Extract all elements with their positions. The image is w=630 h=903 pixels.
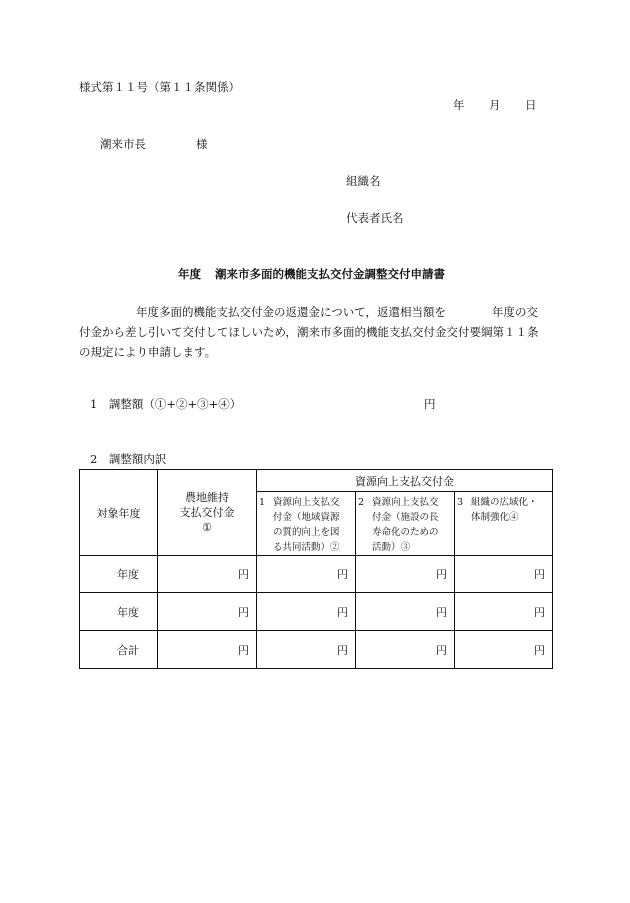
row1-cell: 円 (455, 556, 553, 593)
page-title (178, 268, 445, 282)
organization-label: 組織名 (346, 174, 381, 188)
title-text: 潮来市多面的機能支払交付金調整交付申請書 (215, 267, 445, 281)
section1-unit: 円 (424, 397, 436, 411)
sub1-line3: の質的向上を図 (273, 527, 340, 538)
sub1-line2: 付金（地域資源 (273, 512, 340, 523)
section1-label: 1 調整額（①+②+③+④） (90, 397, 242, 411)
date-line: 年 月 日 (453, 98, 537, 112)
sub2-line2: 付金（施設の長 (372, 512, 439, 523)
row2-label: 年度 (80, 593, 158, 631)
body-line2: 付金から差し引いて交付してほしいため，潮来市多面的機能支払交付金交付要綱第１１条 (79, 325, 539, 339)
header-sub-3 (455, 492, 553, 556)
sub3-num: 3 (457, 497, 464, 508)
addressee-name: 潮来市長 (100, 137, 146, 151)
body-paragraph (79, 302, 551, 362)
row1-cell: 円 (158, 556, 257, 593)
breakdown-table (79, 469, 553, 669)
row2-cell: 円 (455, 593, 553, 631)
header-farmland-line1: 農地維持 (185, 491, 229, 504)
section2-label: 2 調整額内訳 (90, 452, 167, 466)
row2-cell: 円 (356, 593, 455, 631)
sub1-line4: る共同活動）② (273, 542, 340, 553)
total-cell: 円 (158, 631, 257, 669)
row2-cell: 円 (158, 593, 257, 631)
addressee-honorific: 様 (196, 137, 208, 151)
header-farmland-payment (158, 470, 257, 556)
total-cell: 円 (257, 631, 356, 669)
sub2-line1: 資源向上支払交 (372, 497, 439, 508)
sub2-num: 2 (358, 497, 365, 508)
header-resource-group: 資源向上支払交付金 (257, 470, 553, 492)
sub2-line3: 寿命化のための (372, 527, 439, 538)
table-row (80, 593, 553, 631)
header-farmland-line2: 支払交付金 (179, 506, 235, 519)
row1-label: 年度 (80, 556, 158, 593)
representative-label: 代表者氏名 (346, 211, 404, 225)
sub2-line4: 活動）③ (372, 542, 411, 553)
header-farmland-line3: ① (202, 521, 212, 534)
row1-cell: 円 (356, 556, 455, 593)
header-target-year: 対象年度 (80, 470, 158, 556)
table-row (80, 631, 553, 669)
table-row (80, 556, 553, 593)
title-year: 年度 (178, 267, 201, 281)
row1-cell: 円 (257, 556, 356, 593)
body-line3: の規定により申請します。 (79, 345, 217, 359)
header-sub-2 (356, 492, 455, 556)
sub3-line2: 体制強化④ (471, 512, 519, 523)
sub1-num: 1 (259, 497, 266, 508)
sub3-line1: 組織の広域化・ (471, 497, 538, 508)
header-sub-1 (257, 492, 356, 556)
sub1-line1: 資源向上支払交 (273, 497, 340, 508)
body-line1-b: 年度の交 (492, 305, 539, 319)
total-cell: 円 (356, 631, 455, 669)
total-label: 合計 (80, 631, 158, 669)
total-cell: 円 (455, 631, 553, 669)
body-line1-a: 年度多面的機能支払交付金の返還金について，返還相当額を (136, 305, 447, 319)
form-number: 様式第１１号（第１１条関係） (79, 80, 240, 94)
row2-cell: 円 (257, 593, 356, 631)
